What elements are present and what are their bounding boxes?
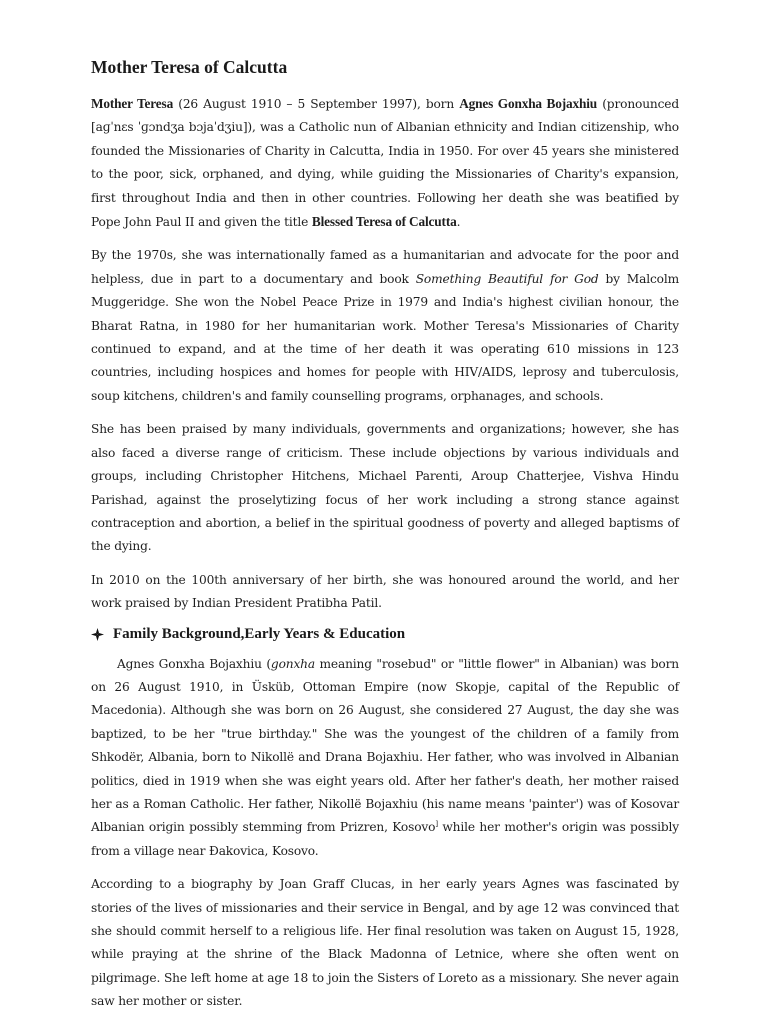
birth-text-mid: meaning "rosebud" or "little flower" in Albanian) was born on 26 August 1910, in Üsküb, Ottoman Empire (now Skopje, capital of the Republic of Macedonia). Although she was born on 26 August, she considered 27 August, the day she was baptized, to be her "true birthday." She was the youngest of the children of a family from Shkodër, Albania, born to Nikollë and Drana Bojaxhiu. Her father, who was involved in Albanian politics, died in 1919 when she was eight years old. After her father's death, her mother raised her as a Roman Catholic. Her father, Nikollë Bojaxhiu (his name means 'painter') was of Kosovar Albanian origin possibly stemming from Prizren, Kosovo <box>91 656 679 835</box>
footnote-marker: ] <box>435 820 438 829</box>
fame-text-end: by Malcolm Muggeridge. She won the Nobel Peace Prize in 1979 and India's highest civilian honour, the Bharat Ratna, in 1980 for her humanitarian work. Mother Teresa's Missionaries of Charity continued to expand, and at the time of her death it was operating 610 missions in 123 countries, including hospices and homes for people with HIV/AIDS, leprosy and tuberculosis, soup kitchens, children's and family counselling programs, orphanages, and schools. <box>91 271 679 403</box>
criticism-paragraph: She has been praised by many individuals, governments and organizations; however, she has also faced a diverse range of criticism. These include objections by various individuals and groups, including Christopher Hitchens, Michael Parenti, Aroup Chatterjee, Vishva Hindu Parishad, against the proselytizing focus of her work including a strong stance against contraception and abortion, a belief in the spiritual goodness of poverty and alleged baptisms of the dying. <box>91 422 679 554</box>
diamond-bullet-icon <box>91 628 104 641</box>
book-title: Something Beautiful for God <box>415 271 599 286</box>
intro-dates: (26 August 1910 – 5 September 1997), born <box>173 97 460 111</box>
intro-paragraph <box>91 92 679 234</box>
vocation-paragraph: According to a biography by Joan Graff Clucas, in her early years Agnes was fascinated by stories of the lives of missionaries and their service in Bengal, and by age 12 was convinced that she should commit herself to a religious life. Her final resolution was taken on August 15, 1928, while praying at the shrine of the Black Madonna of Letnice, where she often went on pilgrimage. She left home at age 18 to join the Sisters of Loreto as a missionary. She never again saw her mother or sister. <box>91 877 679 1009</box>
birth-text-start: Agnes Gonxha Bojaxhiu ( <box>117 656 271 671</box>
fame-text-start: By the 1970s, she was internationally famed as a humanitarian and advocate for the poor and helpless, due in part to a documentary and book <box>91 248 679 286</box>
birth-paragraph <box>91 653 679 864</box>
intro-end: . <box>456 215 461 230</box>
intro-body: (pronounced [aɡˈnɛs ˈɡɔndʒa bɔjaˈdʒiu]), was a Catholic nun of Albanian ethnicity and Indian citizenship, who founded the Missionaries of Charity in Calcutta, India in 1950. For over 45 years she ministered to the poor, sick, orphaned, and dying, while guiding the Missionaries of Charity's expansion, first throughout India and then in other countries. Following her death she was beatified by Pope John Paul II and given the title <box>91 97 680 230</box>
section-heading <box>91 626 679 643</box>
anniversary-paragraph: In 2010 on the 100th anniversary of her birth, she was honoured around the world, and her work praised by Indian President Pratibha Patil. <box>91 572 679 611</box>
birth-text-end: while her mother's origin was possibly from a village near Đakovica, Kosovo. <box>91 820 679 858</box>
fame-paragraph <box>91 244 679 408</box>
gonxha-term: gonxha <box>270 656 315 671</box>
birth-name: Agnes Gonxha Bojaxhiu <box>459 96 598 111</box>
page-title: Mother Teresa of Calcutta <box>91 57 288 77</box>
section-title: Family Background,Early Years & Education <box>113 625 406 642</box>
blessed-title: Blessed Teresa of Calcutta <box>311 214 457 230</box>
subject-name: Mother Teresa <box>91 96 174 111</box>
